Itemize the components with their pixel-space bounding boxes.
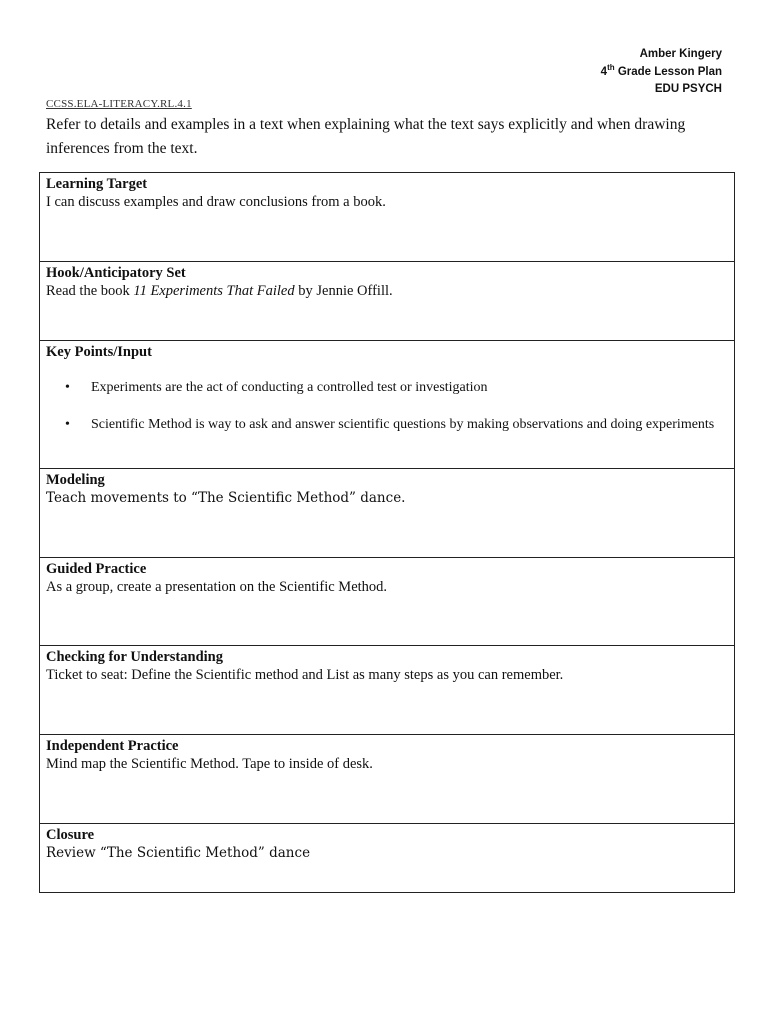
- section-title: Guided Practice: [46, 561, 147, 577]
- section-body: Review “The Scientific Method” dance: [46, 845, 311, 861]
- list-item-text: Scientific Method is way to ask and answer scientific questions by making observations and doing experiments: [91, 417, 715, 432]
- section-guided-practice: [40, 558, 734, 646]
- list-item: [46, 416, 726, 434]
- section-title: Key Points/Input: [46, 344, 152, 360]
- section-body: Ticket to seat: Define the Scientific method and List as many steps as you can remember.: [46, 667, 564, 683]
- section-key-points: [40, 341, 734, 469]
- section-modeling: [40, 469, 734, 558]
- list-item-text: Experiments are the act of conducting a controlled test or investigation: [91, 380, 488, 395]
- grade-lesson-plan: [601, 64, 722, 82]
- hook-text-after: by Jennie Offill.: [294, 283, 393, 299]
- lesson-plan-table: [39, 172, 735, 893]
- grade-number: 4: [600, 65, 608, 78]
- section-body: I can discuss examples and draw conclusions from a book.: [46, 194, 386, 210]
- book-title: 11 Experiments That Failed: [133, 283, 295, 299]
- section-title: Modeling: [46, 472, 105, 488]
- bullet-icon: •: [65, 380, 70, 395]
- section-hook: [40, 262, 734, 341]
- section-closure: [40, 824, 734, 892]
- document-header: [601, 46, 722, 99]
- section-title: Closure: [46, 827, 95, 843]
- section-body: Teach movements to “The Scientific Method” dance.: [46, 490, 406, 506]
- section-body: [46, 282, 728, 300]
- section-independent-practice: [40, 735, 734, 824]
- section-title: Learning Target: [46, 176, 148, 192]
- section-checking-understanding: [40, 646, 734, 735]
- section-title: Checking for Understanding: [46, 649, 223, 665]
- section-body: Mind map the Scientific Method. Tape to inside of desk.: [46, 756, 373, 772]
- section-learning-target: [40, 173, 734, 262]
- section-title: Hook/Anticipatory Set: [46, 265, 186, 281]
- bullet-icon: •: [65, 417, 70, 432]
- standard-code: CCSS.ELA-LITERACY.RL.4.1: [46, 98, 192, 110]
- key-points-list: [46, 379, 728, 434]
- course-name: EDU PSYCH: [654, 83, 722, 95]
- section-title: Independent Practice: [46, 738, 179, 754]
- grade-label: Grade Lesson Plan: [614, 65, 722, 78]
- standard-text: Refer to details and examples in a text when explaining what the text says explicitly and when drawing inferences from the text.: [46, 116, 686, 157]
- hook-text-before: Read the book: [46, 283, 134, 299]
- list-item: [46, 379, 726, 397]
- section-body: As a group, create a presentation on the Scientific Method.: [46, 579, 388, 595]
- grade-suffix: th: [607, 62, 615, 72]
- author-name: Amber Kingery: [639, 48, 722, 60]
